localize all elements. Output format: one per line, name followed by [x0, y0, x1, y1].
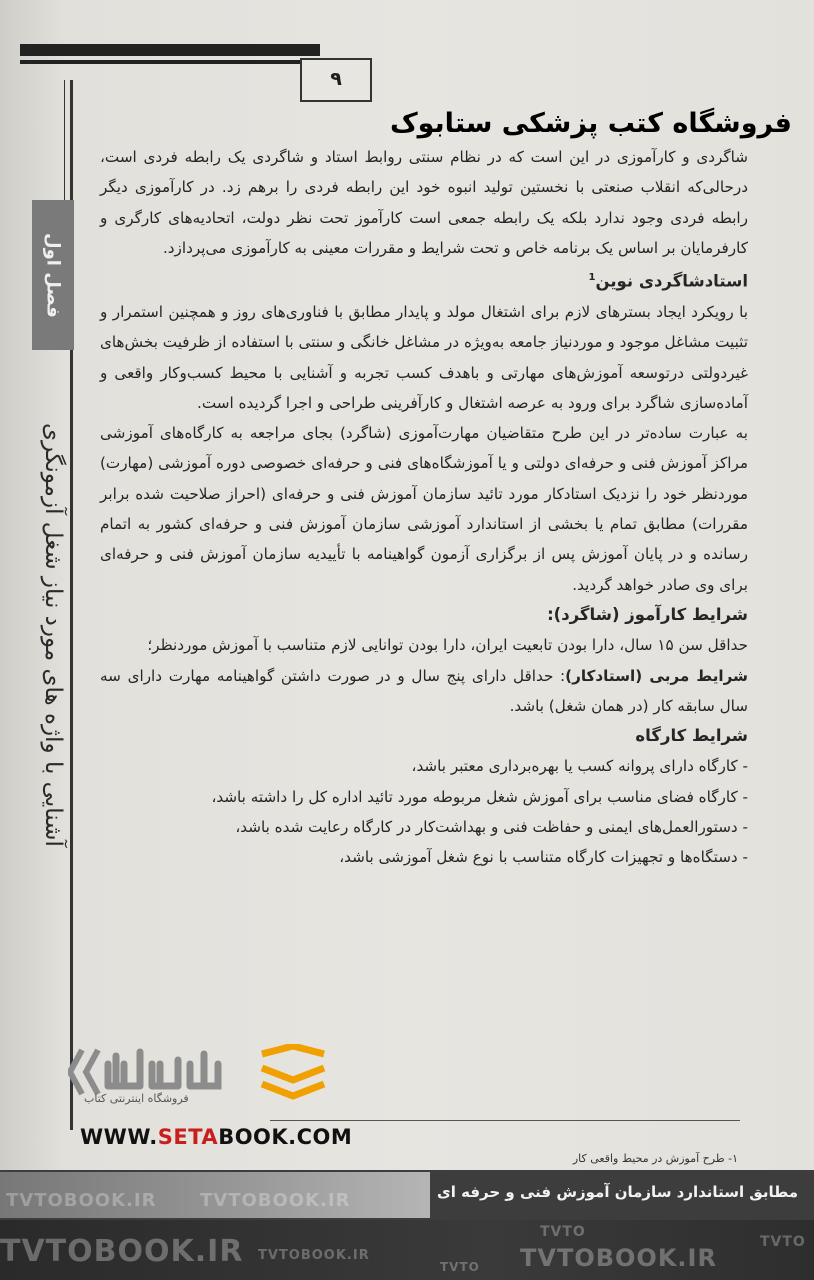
list-item: - دستورالعمل‌های ایمنی و حفاظت فنی و بهداشت‌کار در کارگاه رعایت شده باشد، — [235, 818, 748, 837]
watermark-tvto-2: TVTOBOOK.IR — [200, 1190, 351, 1211]
url-suffix: BOOK.COM — [218, 1125, 353, 1149]
watermark-tvto-3: TVTO — [540, 1224, 586, 1240]
stack-layer-2 — [262, 1068, 324, 1080]
url-highlight: SETA — [157, 1125, 219, 1149]
header-rule — [20, 44, 320, 56]
logo-chevron-inner — [86, 1050, 98, 1094]
logo-letters — [108, 1052, 218, 1086]
heading-apprentice-conditions: شرایط کارآموز (شاگرد): — [547, 604, 748, 624]
stack-layer-3 — [262, 1084, 324, 1096]
paragraph-mentor — [100, 661, 748, 722]
list-item: - کارگاه دارای پروانه کسب یا بهره‌برداری معتبر باشد، — [411, 757, 748, 776]
margin-rule-thin — [64, 80, 65, 200]
paragraph-2: با رویکرد ایجاد بسترهای لازم برای اشتغال مولد و پایدار مطابق با فناوری‌های روز و همچنین استمرار و تثبیت مشاغل موجود و موردنیاز جامعه به‌ویژه در مشاغل خانگی و سنتی با استفاده از ظرفیت بخش‌های غیردولتی درتوسعه آموزش‌های مهارتی و باهدف کسب تجربه و آشنایی با محیط کسب‌وکار واقعی و آماده‌سازی شاگرد برای ورود به عرصه اشتغال و کارآفرینی طراحی و اجرا گردیده است. — [100, 302, 748, 412]
header-rule-thin — [20, 60, 310, 64]
mentor-label: شرایط مربی (استادکار) — [565, 666, 748, 685]
footer-text: مطابق استاندارد سازمان آموزش فنی و حرفه ای — [437, 1183, 798, 1201]
shop-title: فروشگاه کتب پزشکی ستابوک — [389, 108, 792, 139]
heading-workshop-conditions: شرایط کارگاه — [635, 726, 748, 746]
watermark-tvto-1: TVTOBOOK.IR — [6, 1190, 157, 1211]
watermark-tvto-6: TVTOBOOK.IR — [258, 1248, 370, 1263]
footnote-rule — [270, 1120, 740, 1121]
footnote: ۱- طرح آموزش در محیط واقعی کار — [572, 1152, 738, 1165]
heading-new-apprenticeship — [100, 263, 748, 297]
watermark-tvto-7: TVTOBOOK.IR — [520, 1244, 717, 1272]
list-item: - کارگاه فضای مناسب برای آموزش شغل مربوطه مورد تائید اداره کل را داشته باشد، — [211, 787, 748, 806]
url-prefix: WWW. — [80, 1125, 158, 1149]
chapter-side-title: آشنایی با واژه های مورد نیاز شغل آزمونگری — [40, 423, 66, 847]
watermark-tvto-4: TVTOBOOK.IR — [0, 1234, 244, 1269]
paragraph-3: به عبارت ساده‌تر در این طرح متقاضیان مهارت‌آموزی (شاگرد) بجای مراجعه به کارگاه‌های آموزشی مراکز آموزش فنی و حرفه‌ای دولتی و یا آموزشگاه‌های فنی و حرفه‌ای خصوصی دوره آموزشی (مهارت) موردنظر خود را نزدیک استادکار مورد تائید سازمان آموزش فنی و حرفه‌ای (احراز صلاحیت شده برابر مقررات) مطابق تمام یا بخشی از استاندارد آموزشی سازمان آموزش فنی و حرفه‌ای کشور به اتمام رسانده و در پایان آموزش پس از برگزاری آزمون گواهینامه با تأییدیه سازمان آموزش فنی و حرفه‌ای برای وی صادر خواهد گردید. — [100, 424, 748, 594]
watermark-tvto-5: TVTO — [760, 1234, 806, 1250]
page-number: ۹ — [300, 58, 372, 102]
watermark-tvto-8: TVTO — [440, 1260, 480, 1274]
list-item: - دستگاه‌ها و تجهیزات کارگاه متناسب با نوع شغل آموزشی باشد، — [339, 848, 748, 867]
workshop-list — [100, 751, 748, 872]
chapter-tab: فصل اول — [32, 200, 74, 350]
footnote-marker: 1 — [588, 272, 596, 284]
paragraph-1: شاگردی و کارآموزی در این است که در نظام سنتی روابط استاد و شاگردی یک رابطه فردی است، درحالی‌که انقلاب صنعتی با نخستین تولید انبوه خود این رابطه فردی را برهم زد. در کارآموزی دیگر رابطه فردی وجود ندارد بلکه یک رابطه جمعی است کارآموز تحت نظر دولت، اتحادیه‌های کارگری و کارفرمایان بر اساس یک برنامه خاص و تحت شرایط و مقررات معینی به کارآموزی می‌پردازد. — [100, 148, 748, 257]
body-text — [100, 142, 748, 873]
mentor-text: : حداقل دارای پنج سال و در صورت داشتن گواهینامه مهارت دارای سه سال سابقه کار (در همان شغل) باشد. — [100, 666, 748, 715]
logo-caption: فروشگاه اینترنتی کتاب — [84, 1092, 189, 1105]
book-stack-icon — [258, 1044, 328, 1104]
heading-new-apprenticeship-text: استادشاگردی نوین — [595, 271, 748, 291]
stack-layer-1 — [262, 1046, 324, 1054]
paragraph-4: حداقل سن ۱۵ سال، دارا بودن تابعیت ایران، دارا بودن توانایی لازم متناسب با آموزش موردنظر؛ — [147, 636, 748, 655]
logo-chevron-outer — [70, 1050, 82, 1094]
setabook-url — [80, 1125, 352, 1149]
